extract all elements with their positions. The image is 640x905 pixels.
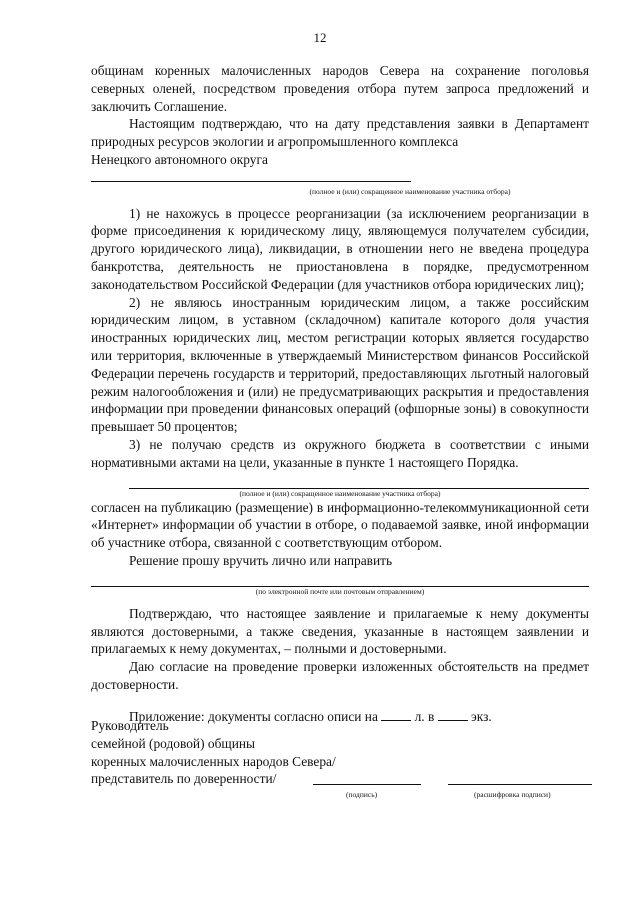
paragraph-consent: согласен на публикацию (размещение) в информационно-телекоммуникационной сети «Интернет» информации об участии в отборе, о подаваемой заявке, иной информации об участнике отбора, связанной с соответствующим отбором. — [91, 499, 589, 551]
item-3: 3) не получаю средств из окружного бюджета в соответствии с иными нормативными актами на цели, указанные в пункте 1 настоящего Порядка. — [91, 436, 589, 470]
caption-participant-2: (полное и (или) сокращенное наименование участника отбора) — [239, 488, 441, 498]
caption-signature-decode: (расшифровка подписи) — [474, 790, 551, 800]
copies-label: экз. — [471, 708, 492, 724]
caption-delivery: (по электронной почте или почтовым отправлением) — [255, 586, 425, 596]
item-2: 2) не являюсь иностранным юридическим лицом, а также российским юридическим лицом, в уставном (складочном) капитале которого доля участия иностранных юридических лиц, местом регистрации которых является государство или территория, включенные в утверждаемый Министерством финансов Российской Федерации перечень государств и территорий, предоставляющих льготный налоговый режим налогообложения и (или) не предусматривающих раскрытия и предоставления информации при проведении финансовых операций (офшорные зоны) в совокупности превышает 50 процентов; — [91, 294, 589, 435]
delivery-method-line[interactable] — [91, 570, 589, 587]
signature-row — [91, 770, 589, 800]
paragraph-okrug — [91, 151, 589, 187]
attachment-label: Приложение: документы согласно описи на — [129, 708, 378, 724]
signature-line-1: Руководитель — [91, 718, 169, 733]
signature-block — [91, 717, 589, 800]
okrug-text: Ненецкого автономного округа — [91, 151, 268, 167]
page-number: 12 — [313, 30, 327, 45]
paragraph-confirm-docs: Подтверждаю, что настоящее заявление и прилагаемые к нему документы являются достоверными, а также сведения, указанные в настоящем заявлении и прилагаемых к нему документах, – полными и достоверными. — [91, 605, 589, 657]
paragraph-intro: общинам коренных малочисленных народов Севера на сохранение поголовья северных оленей, посредством проведения отбора путем запроса предложений и заключить Соглашение. — [91, 63, 589, 114]
signature-line-4: представитель по доверенности/ — [91, 771, 277, 787]
participant-name-line-2[interactable] — [129, 472, 589, 489]
signature-field[interactable] — [313, 784, 421, 785]
paragraph-decision: Решение прошу вручить лично или направить — [129, 552, 393, 568]
caption-signature: (подпись) — [346, 790, 378, 800]
signature-decode-field[interactable] — [448, 784, 592, 785]
signature-line-3: коренных малочисленных народов Севера/ — [91, 753, 336, 769]
document-body — [91, 62, 589, 726]
participant-name-field[interactable] — [91, 169, 411, 182]
paragraph-agree-check: Даю согласие на проведение проверки изложенных обстоятельств на предмет достоверности. — [91, 659, 589, 692]
sheets-label: л. в — [414, 708, 435, 724]
paragraph-confirm-date: Настоящим подтверждаю, что на дату представления заявки в Департамент природных ресурсов экологии и агропромышленного комплекса — [91, 116, 589, 150]
item-1: 1) не нахожусь в процессе реорганизации (за исключением реорганизации в форме присоединения к юридическому лицу, являющемуся получателем субсидии, другого юридического лица), ликвидации, в отношении него не введена процедура банкротства, деятельность не приостановлена в порядке, предусмотренном законодательством Российской Федерации (для участников отбора юридических лиц); — [91, 205, 589, 292]
caption-participant-1: (полное и (или) сокращенное наименование участника отбора) — [309, 186, 511, 196]
signature-line-2: семейной (родовой) общины — [91, 735, 256, 751]
